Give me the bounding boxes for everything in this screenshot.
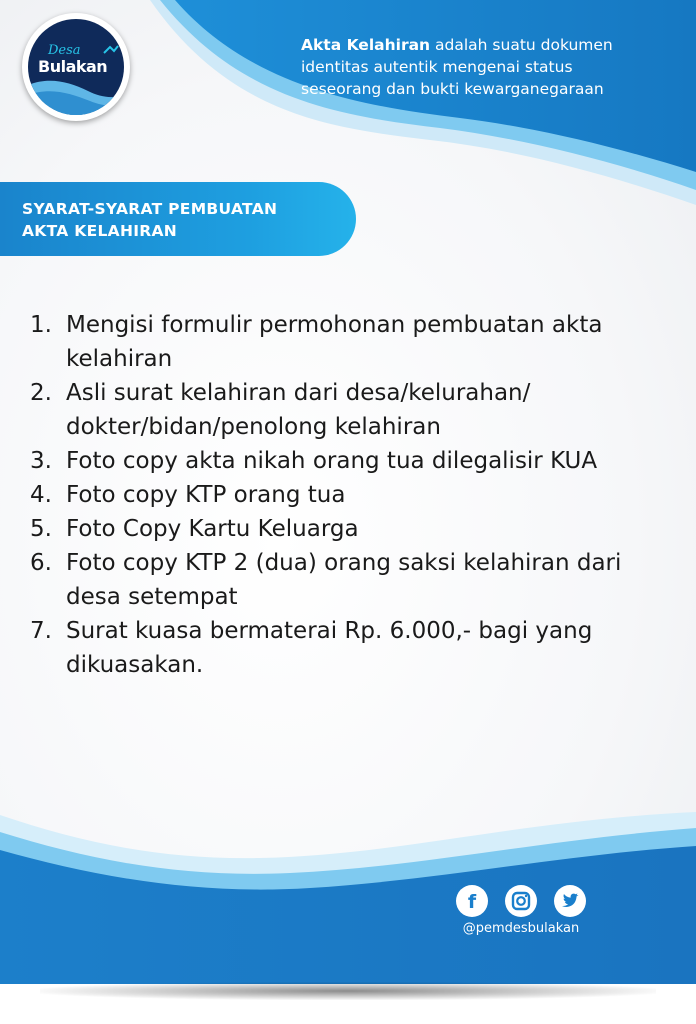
list-item-text: Surat kuasa bermaterai Rp. 6.000,- bagi yang dikuasakan.: [66, 618, 593, 678]
logo-script-text: Desa: [48, 43, 81, 58]
list-item-number: 6.: [30, 550, 52, 576]
list-item: [30, 376, 670, 444]
facebook-icon[interactable]: [456, 885, 488, 917]
banner-line-2: AKTA KELAHIRAN: [22, 222, 178, 240]
list-item: [30, 308, 670, 376]
list-item: [30, 614, 670, 682]
list-item-number: 7.: [30, 618, 52, 644]
list-item: [30, 444, 670, 478]
social-handle: @pemdesbulakan: [462, 921, 580, 936]
list-item-text: Mengisi formulir permohonan pembuatan akta kelahiran: [66, 312, 603, 372]
list-item: [30, 546, 670, 614]
list-item-text: Foto copy KTP orang tua: [66, 482, 346, 508]
list-item-number: 3.: [30, 448, 52, 474]
header-line-1: [301, 34, 671, 56]
header-description: [301, 34, 671, 100]
header-lead-rest: adalah suatu dokumen: [435, 36, 613, 54]
banner-title: [22, 198, 277, 242]
list-item-number: 1.: [30, 312, 52, 338]
logo-badge: [28, 19, 124, 115]
list-item-number: 4.: [30, 482, 52, 508]
list-item-text: Foto copy akta nikah orang tua dilegalisir KUA: [66, 448, 598, 474]
list-item: [30, 512, 670, 546]
list-item-number: 5.: [30, 516, 52, 542]
village-logo: [22, 13, 130, 121]
header-lead-bold: Akta Kelahiran: [301, 36, 431, 54]
list-item-text: Asli surat kelahiran dari desa/kelurahan/ dokter/bidan/penolong kelahiran: [66, 380, 531, 440]
section-banner: [0, 182, 356, 256]
card-shadow: [40, 982, 656, 1000]
list-item-number: 2.: [30, 380, 52, 406]
list-item: [30, 478, 670, 512]
twitter-icon[interactable]: [554, 885, 586, 917]
banner-line-1: SYARAT-SYARAT PEMBUATAN: [22, 200, 278, 218]
requirements-list: [30, 308, 670, 682]
logo-name-text: Bulakan: [38, 57, 108, 76]
list-item-text: Foto copy KTP 2 (dua) orang saksi kelahiran dari desa setempat: [66, 550, 622, 610]
header-line-3: seseorang dan bukti kewarganegaraan: [301, 80, 604, 98]
social-links: [456, 885, 586, 945]
svg-text:f: f: [467, 891, 477, 913]
list-item-text: Foto Copy Kartu Keluarga: [66, 516, 359, 542]
header-line-2: identitas autentik mengenai status: [301, 58, 573, 76]
instagram-icon[interactable]: [505, 885, 537, 917]
